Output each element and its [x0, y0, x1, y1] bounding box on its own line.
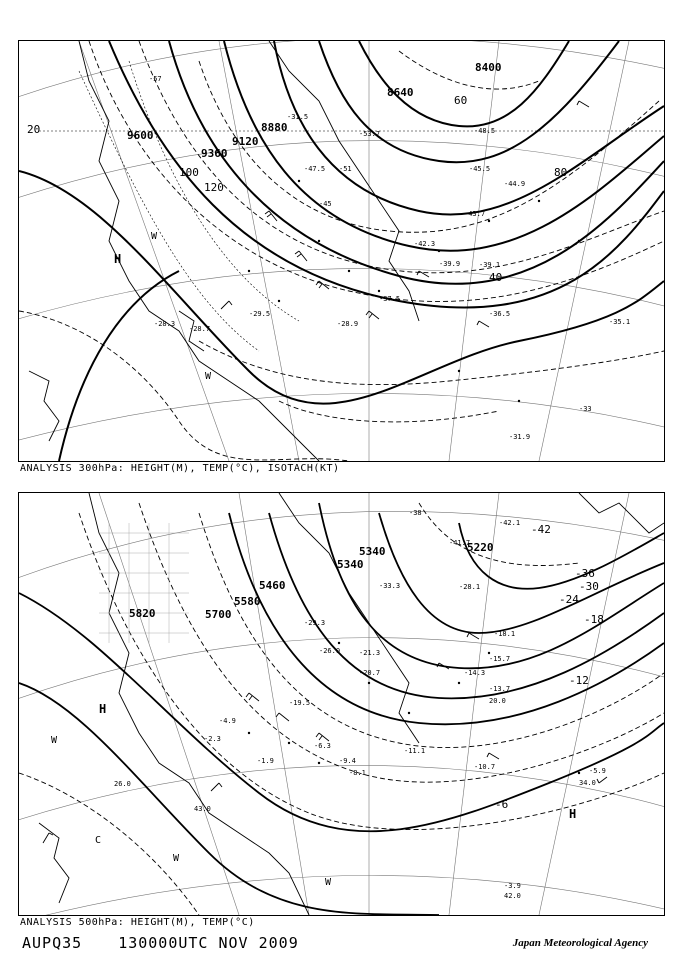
hatch-region-500 — [99, 523, 189, 643]
panel-caption-300hpa: ANALYSIS 300hPa: HEIGHT(M), TEMP(°C), ISOTACH(KT) — [20, 463, 340, 474]
isotach-label: 120 — [204, 181, 224, 194]
isotach-label: 80 — [554, 166, 568, 179]
height-label: 5220 — [467, 541, 494, 554]
height-label: 8640 — [387, 86, 414, 99]
pressure-center: C — [95, 835, 102, 846]
station-label: -28.1 — [459, 583, 481, 591]
temp-label: -51 — [339, 165, 352, 173]
station-label: -1.9 — [257, 757, 274, 765]
station-label: -9.4 — [339, 757, 356, 765]
station-label: 26.0 — [114, 780, 131, 788]
temp-label: -28.9 — [337, 320, 359, 328]
temp-label: -43.7 — [464, 210, 486, 218]
height-label: 5340 — [337, 558, 364, 571]
station-label: -14.3 — [464, 669, 486, 677]
height-label: 9360 — [201, 147, 228, 160]
temp-label: -36.5 — [489, 310, 511, 318]
isotach-label: 60 — [454, 94, 468, 107]
height-label: 5580 — [234, 595, 261, 608]
temperature-label: -42 — [531, 523, 551, 536]
wind-mark: W — [205, 371, 212, 382]
temp-label: -39.9 — [439, 260, 461, 268]
analysis-300hpa-map — [18, 40, 665, 462]
station-label: -4.9 — [219, 717, 236, 725]
temp-label: -39.1 — [479, 261, 501, 269]
temp-label: -45 — [319, 200, 332, 208]
temp-label: -31.9 — [509, 433, 531, 441]
temp-label: -53.7 — [359, 130, 381, 138]
height-label: 9120 — [232, 135, 259, 148]
temp-label: -28.3 — [154, 320, 176, 328]
station-label: -2.3 — [204, 735, 221, 743]
station-label: -10.7 — [474, 763, 496, 771]
valid-time: 130000UTC NOV 2009 — [118, 934, 299, 952]
station-label: -26.0 — [319, 647, 341, 655]
station-label: 42.0 — [504, 892, 521, 900]
height-label: 9600 — [127, 129, 154, 142]
temp-label: -57 — [149, 75, 162, 83]
height-label: 5460 — [259, 579, 286, 592]
temp-label: -33 — [579, 405, 592, 413]
station-label: -29.3 — [304, 619, 326, 627]
wind-mark: W — [151, 231, 158, 242]
temp-label: -37.5 — [379, 295, 401, 303]
station-label: -5.9 — [589, 767, 606, 775]
station-label: -19.5 — [289, 699, 311, 707]
temperature-label: -30 — [579, 580, 599, 593]
chart-id: AUPQ35 — [22, 934, 83, 952]
panel-caption-500hpa: ANALYSIS 500hPa: HEIGHT(M), TEMP(°C) — [20, 917, 255, 928]
station-label: -38 — [409, 509, 422, 517]
isotach-label: 20 — [27, 123, 41, 136]
station-label: -33.3 — [379, 582, 401, 590]
temperature-label: -12 — [569, 674, 589, 687]
temp-label: -28.7 — [189, 325, 211, 333]
wind-mark: W — [51, 735, 58, 746]
height-label: 8880 — [261, 121, 288, 134]
height-label: 5340 — [359, 545, 386, 558]
pressure-center: H — [569, 807, 577, 821]
station-label: -13.7 — [489, 685, 511, 693]
wind-mark: W — [325, 877, 332, 888]
temp-label: -45.5 — [469, 165, 491, 173]
isotherms-300 — [39, 61, 664, 351]
station-label: -15.7 — [489, 655, 511, 663]
station-label: -3.9 — [504, 882, 521, 890]
map-300hpa-canvas — [19, 41, 664, 461]
temp-label: -31.5 — [287, 113, 309, 121]
station-label: 34.0 — [579, 779, 596, 787]
temp-label: -47.5 — [304, 165, 326, 173]
temp-label: -44.9 — [504, 180, 526, 188]
map-500hpa-canvas — [19, 493, 664, 915]
temp-label: -29.5 — [249, 310, 271, 318]
wind-mark: W — [173, 853, 180, 864]
station-label: -6.3 — [314, 742, 331, 750]
wind-barbs-500 — [43, 633, 607, 843]
temperature-label: -24 — [559, 593, 579, 606]
temp-label: -48.5 — [474, 127, 496, 135]
station-label: -42.1 — [499, 519, 521, 527]
pressure-center: H — [99, 702, 107, 716]
station-label: 43.0 — [194, 805, 211, 813]
coastline-500 — [39, 493, 664, 915]
agency-name: Japan Meteorological Agency — [512, 937, 648, 949]
station-label: -41.7 — [449, 539, 471, 547]
height-label: 5820 — [129, 607, 156, 620]
station-label: -18.1 — [494, 630, 516, 638]
station-label: 20.0 — [489, 697, 506, 705]
station-label: -20.7 — [359, 669, 381, 677]
station-label: -21.3 — [359, 649, 381, 657]
graticule-500 — [19, 493, 664, 915]
temp-label: -42.3 — [414, 240, 436, 248]
station-label: -11.1 — [404, 747, 426, 755]
station-label: -8.1 — [349, 769, 366, 777]
height-label: 8400 — [475, 61, 502, 74]
isotach-label: 40 — [489, 271, 503, 284]
temperature-label: -6 — [495, 798, 509, 811]
pressure-center: H — [114, 252, 122, 266]
isotach-label: 100 — [179, 166, 199, 179]
temperature-label: -18 — [584, 613, 604, 626]
analysis-500hpa-map — [18, 492, 665, 916]
temp-label: -35.1 — [609, 318, 631, 326]
height-label: 5700 — [205, 608, 232, 621]
temperature-label: -36 — [575, 567, 595, 580]
chart-header — [22, 934, 335, 952]
